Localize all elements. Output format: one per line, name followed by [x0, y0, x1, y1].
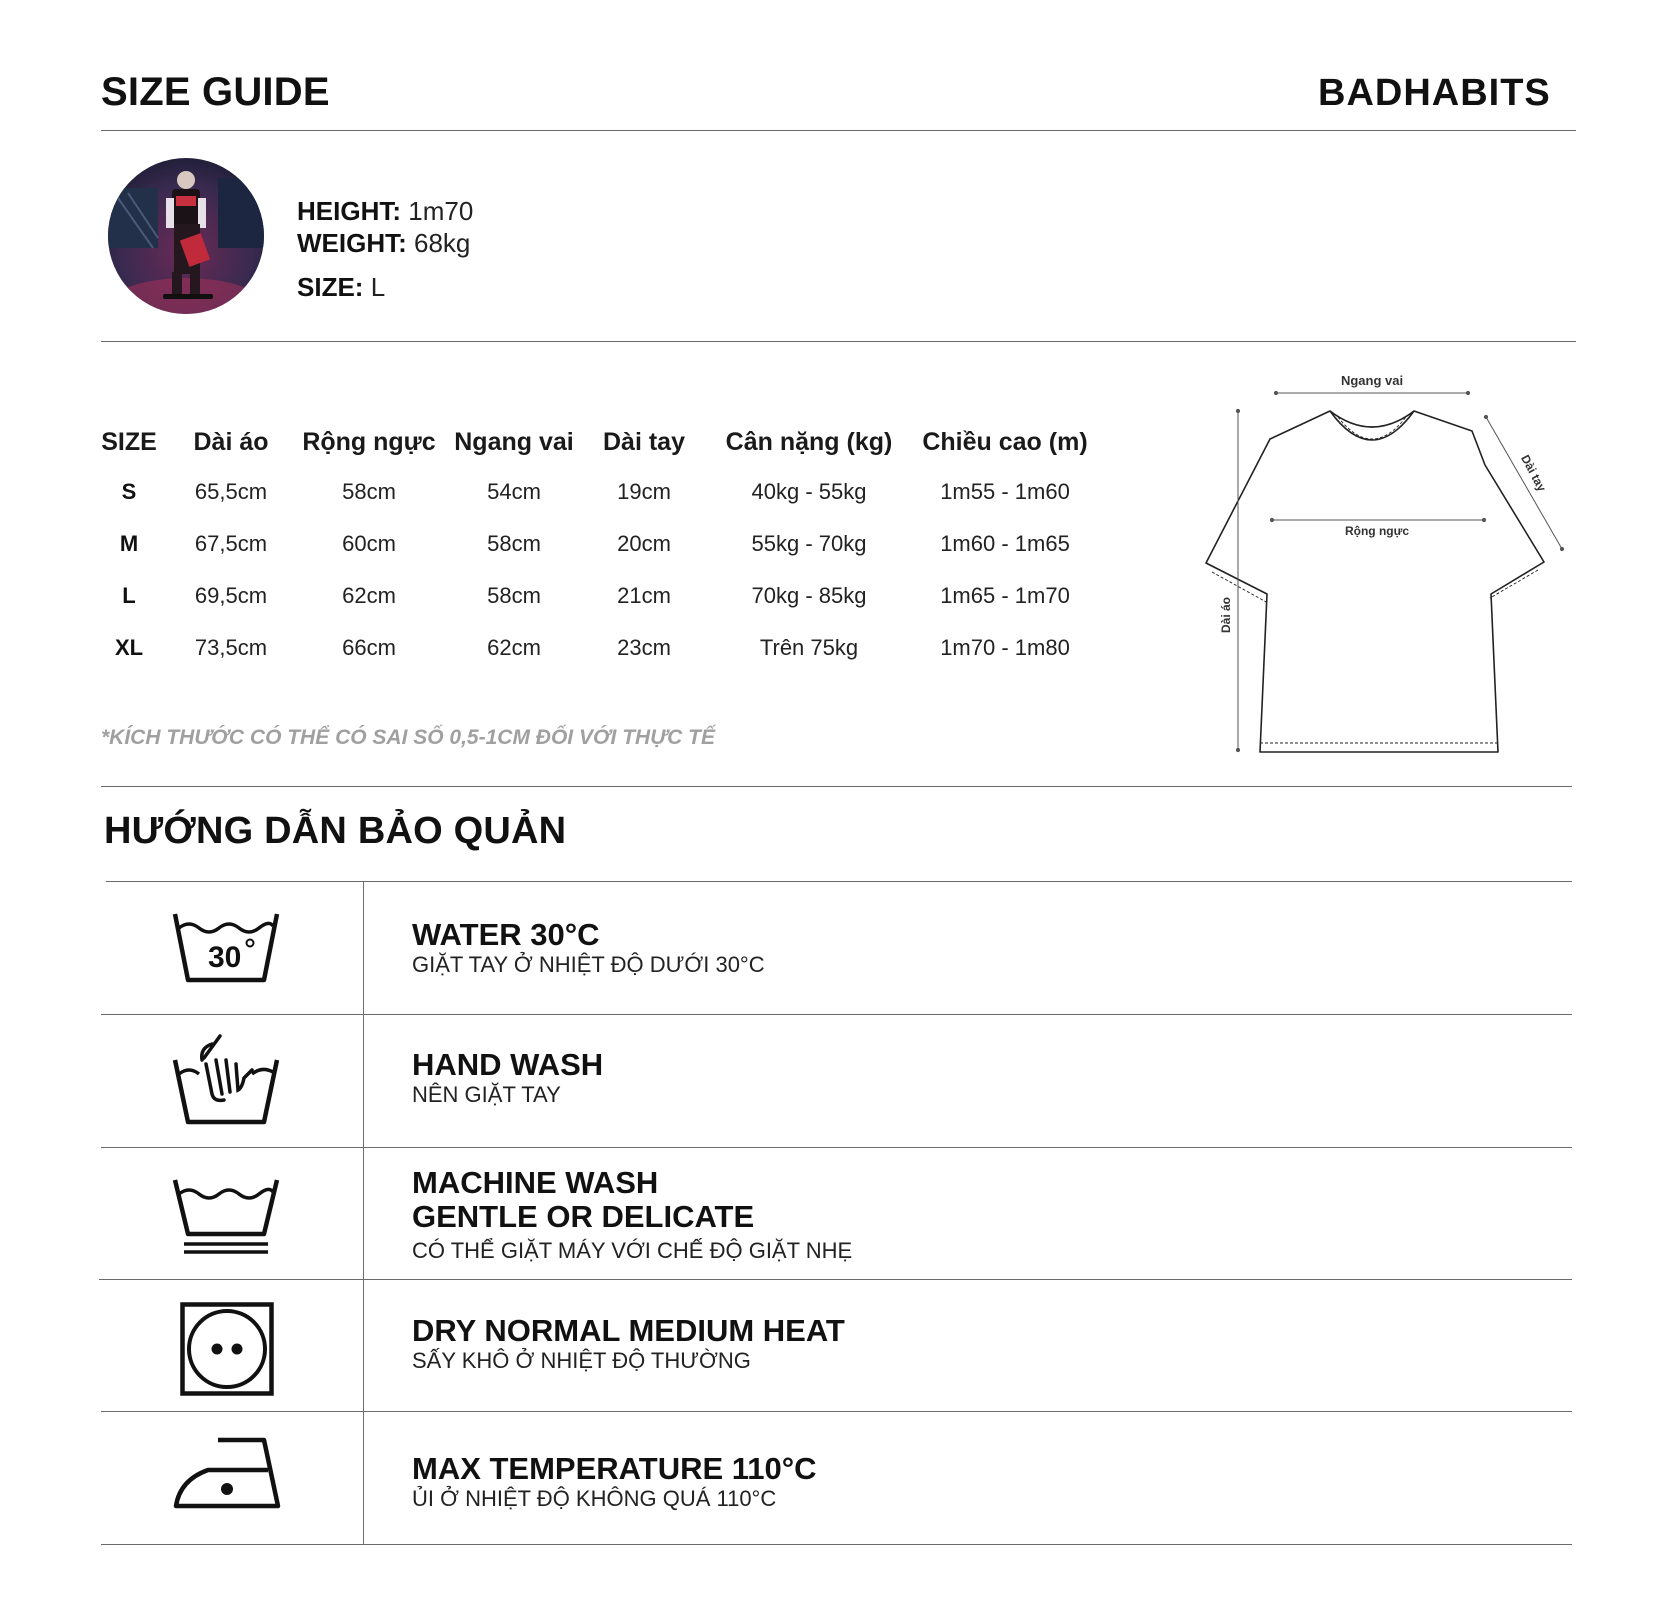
cell-weight: 70kg - 85kg	[751, 583, 867, 608]
cell-chest: 62cm	[342, 583, 396, 608]
cell-shoulder: 58cm	[487, 531, 541, 556]
model-avatar	[108, 158, 264, 314]
cell-weight: Trên 75kg	[759, 635, 859, 660]
care-item-title: MAX TEMPERATURE 110°C	[412, 1451, 817, 1486]
cell-size: S	[121, 479, 137, 504]
care-item-water-temp	[412, 918, 765, 978]
cell-chest: 60cm	[342, 531, 396, 556]
height-label: HEIGHT:	[297, 196, 401, 226]
care-item-title-line-2: GENTLE OR DELICATE	[412, 1199, 755, 1234]
cell-size: L	[122, 583, 136, 608]
page-title: SIZE GUIDE	[101, 70, 330, 114]
hand-wash-icon	[172, 1030, 280, 1131]
wash-temp-text: 30	[208, 941, 242, 974]
header-sleeve: Dài tay	[603, 427, 685, 456]
table-header-row	[86, 418, 1100, 466]
size-label: SIZE:	[297, 272, 364, 302]
brand-logo-text: BADHABITS	[1318, 72, 1551, 114]
header-weight: Cân nặng (kg)	[725, 427, 893, 456]
cell-size: M	[119, 531, 139, 556]
height-value: 1m70	[408, 196, 474, 226]
chest-label: Rộng ngực	[1344, 524, 1410, 538]
size-tolerance-note: *KÍCH THƯỚC CÓ THỂ CÓ SAI SỐ 0,5-1CM ĐỐI VỚI THỰC TẾ	[101, 726, 716, 749]
size-value: L	[370, 272, 386, 302]
cell-size: XL	[114, 635, 144, 660]
cell-length: 69,5cm	[194, 583, 268, 608]
wash-30-icon	[172, 910, 280, 989]
header-size: SIZE	[101, 427, 157, 456]
care-item-subtitle: SẤY KHÔ Ở NHIỆT ĐỘ THƯỜNG	[412, 1348, 751, 1373]
cell-sleeve: 23cm	[617, 635, 671, 660]
length-label: Dài áo	[1219, 596, 1233, 634]
care-item-title: DRY NORMAL MEDIUM HEAT	[412, 1313, 845, 1348]
divider	[101, 130, 1576, 131]
machine-wash-gentle-icon	[172, 1176, 280, 1261]
care-item-title: MACHINE WASH	[412, 1165, 659, 1200]
care-item-subtitle: ỦI Ở NHIỆT ĐỘ KHÔNG QUÁ 110°C	[412, 1486, 777, 1511]
cell-shoulder: 54cm	[487, 479, 541, 504]
cell-chest: 66cm	[342, 635, 396, 660]
cell-height: 1m65 - 1m70	[940, 583, 1070, 608]
cell-height: 1m70 - 1m80	[940, 635, 1070, 660]
table-row	[86, 570, 1100, 622]
care-item-subtitle: GIẶT TAY Ở NHIỆT ĐỘ DƯỚI 30°C	[412, 952, 765, 977]
cell-chest: 58cm	[342, 479, 396, 504]
shoulder-label: Ngang vai	[1340, 373, 1404, 388]
care-row-divider	[101, 1147, 1572, 1148]
cell-length: 67,5cm	[194, 531, 268, 556]
care-item-iron	[412, 1452, 817, 1512]
care-section-title: HƯỚNG DẪN BẢO QUẢN	[104, 810, 567, 852]
cell-weight: 55kg - 70kg	[751, 531, 867, 556]
care-item-title: WATER 30°C	[412, 917, 600, 952]
size-table	[86, 418, 1100, 674]
iron-medium-icon	[172, 1436, 282, 1515]
care-item-title: HAND WASH	[412, 1047, 604, 1082]
care-item-hand-wash	[412, 1048, 603, 1108]
table-row	[86, 518, 1100, 570]
cell-length: 73,5cm	[194, 635, 268, 660]
cell-sleeve: 19cm	[617, 479, 671, 504]
table-row	[86, 622, 1100, 674]
header-shoulder: Ngang vai	[454, 427, 574, 456]
care-item-machine-wash	[412, 1166, 852, 1264]
care-item-subtitle: CÓ THỂ GIẶT MÁY VỚI CHẾ ĐỘ GIẶT NHẸ	[412, 1238, 853, 1263]
cell-length: 65,5cm	[194, 479, 268, 504]
care-item-subtitle: NÊN GIẶT TAY	[412, 1082, 561, 1107]
table-row	[86, 466, 1100, 518]
cell-sleeve: 20cm	[617, 531, 671, 556]
model-photo-image	[108, 158, 264, 314]
care-table-bottom-border	[101, 1544, 1572, 1545]
cell-shoulder: 62cm	[487, 635, 541, 660]
model-height	[297, 196, 473, 227]
care-table-top-border	[106, 881, 1572, 882]
tshirt-outline	[1206, 411, 1544, 752]
cell-sleeve: 21cm	[617, 583, 671, 608]
header-height: Chiều cao (m)	[922, 427, 1088, 456]
weight-value: 68kg	[414, 228, 471, 258]
sleeve-label: Dài tay	[1518, 452, 1549, 494]
brand-logo	[1318, 72, 1588, 118]
cell-shoulder: 58cm	[487, 583, 541, 608]
divider	[101, 341, 1576, 342]
care-row-divider	[99, 1279, 1572, 1280]
tshirt-measurement-diagram	[1200, 365, 1575, 765]
care-item-dry	[412, 1314, 845, 1374]
tumble-dry-medium-icon	[180, 1302, 274, 1401]
weight-label: WEIGHT:	[297, 228, 407, 258]
header-chest: Rộng ngực	[302, 427, 436, 456]
divider	[101, 786, 1572, 787]
care-row-divider	[101, 1411, 1572, 1412]
model-size	[297, 272, 385, 303]
header-length: Dài áo	[193, 427, 269, 456]
model-weight	[297, 228, 470, 259]
care-table-column-divider	[363, 881, 364, 1544]
care-row-divider	[101, 1014, 1572, 1015]
cell-height: 1m55 - 1m60	[940, 479, 1070, 504]
cell-weight: 40kg - 55kg	[751, 479, 867, 504]
cell-height: 1m60 - 1m65	[940, 531, 1070, 556]
